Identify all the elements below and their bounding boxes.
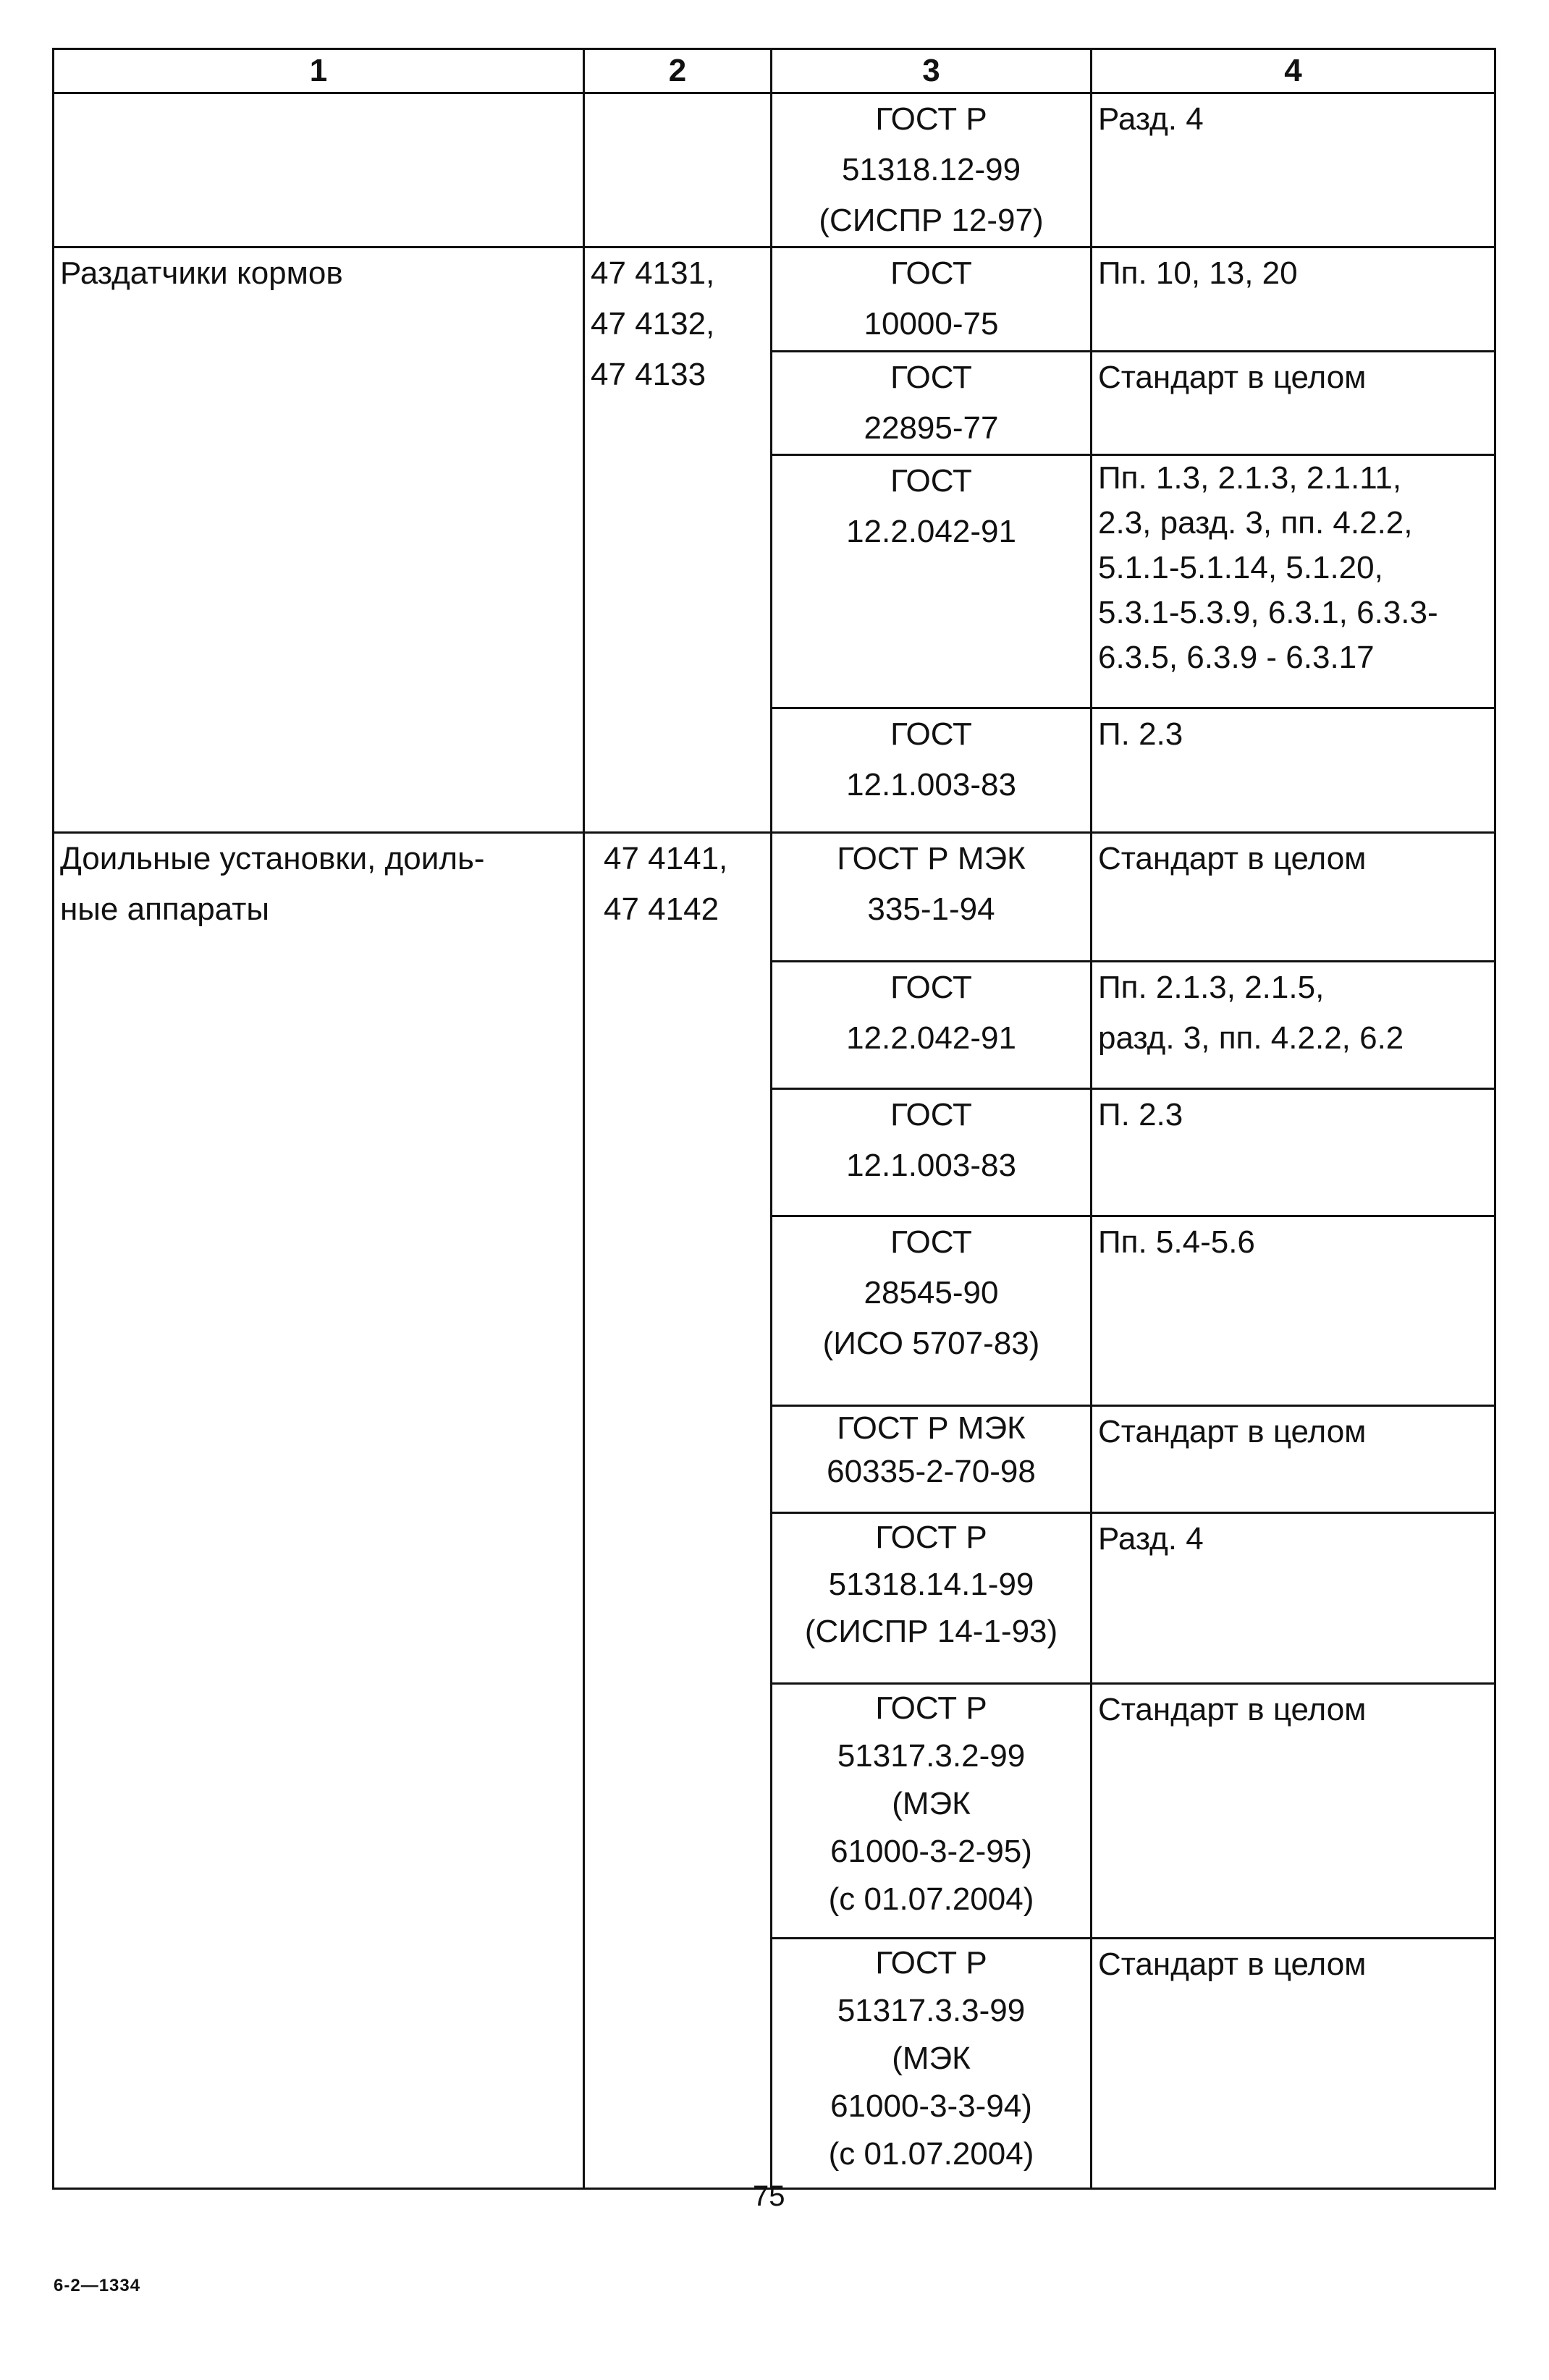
standard-line: ГОСТ <box>890 360 972 395</box>
standard-line: (ИСО 5707-83) <box>822 1326 1040 1361</box>
standard-line: ГОСТ <box>890 970 972 1005</box>
standard-line: 51317.3.2-99 <box>837 1738 1026 1774</box>
standard-line: 60335-2-70-98 <box>827 1454 1036 1489</box>
header-row <box>54 49 1495 93</box>
standard-line: 51318.12-99 <box>841 152 1021 187</box>
standard-cell <box>772 1406 1092 1513</box>
product-line: Раздатчики кормов <box>60 255 343 291</box>
product-cell <box>54 247 584 833</box>
standard-cell <box>772 352 1092 455</box>
product-cell <box>54 93 584 247</box>
code-cell <box>584 247 772 833</box>
standard-line: ГОСТ Р МЭК <box>837 1410 1026 1446</box>
reference-cell <box>1092 1684 1495 1939</box>
reference-line: Пп. 2.1.3, 2.1.5, <box>1098 970 1325 1005</box>
product-line: ные аппараты <box>60 892 269 927</box>
reference-cell <box>1092 962 1495 1089</box>
product-cell <box>54 833 584 2189</box>
standard-line: 12.1.003-83 <box>846 767 1016 802</box>
standard-line: 12.2.042-91 <box>846 1020 1016 1056</box>
reference-line: Стандарт в целом <box>1098 1692 1367 1727</box>
reference-cell <box>1092 1216 1495 1406</box>
standard-cell <box>772 1216 1092 1406</box>
code-line: 47 4131, <box>591 255 715 291</box>
reference-line: Разд. 4 <box>1098 101 1204 137</box>
reference-line: П. 2.3 <box>1098 716 1183 752</box>
standard-cell <box>772 1939 1092 2189</box>
reference-cell <box>1092 352 1495 455</box>
reference-cell <box>1092 247 1495 352</box>
reference-line: разд. 3, пп. 4.2.2, 6.2 <box>1098 1020 1404 1056</box>
code-line: 47 4132, <box>591 306 715 342</box>
reference-line: 5.3.1-5.3.9, 6.3.1, 6.3.3- <box>1098 595 1438 630</box>
header-col-3: 3 <box>772 49 1092 93</box>
standard-line: 10000-75 <box>864 306 999 342</box>
reference-cell <box>1092 455 1495 708</box>
reference-cell <box>1092 833 1495 962</box>
standard-line: 22895-77 <box>864 410 999 446</box>
continuation-row <box>54 93 1495 247</box>
standard-line: (МЭК <box>892 2041 971 2076</box>
reference-cell <box>1092 93 1495 247</box>
reference-line: 5.1.1-5.1.14, 5.1.20, <box>1098 550 1383 585</box>
standard-line: 51318.14.1-99 <box>828 1567 1034 1602</box>
code-cell <box>584 833 772 2189</box>
reference-line: Пп. 1.3, 2.1.3, 2.1.11, <box>1098 460 1402 496</box>
reference-line: Пп. 5.4-5.6 <box>1098 1224 1255 1260</box>
standard-cell <box>772 93 1092 247</box>
standard-line: ГОСТ <box>890 1224 972 1260</box>
standard-line: ГОСТ Р <box>875 1520 987 1555</box>
reference-line: Стандарт в целом <box>1098 1414 1367 1449</box>
standard-line: 335-1-94 <box>867 892 995 927</box>
code-line: 47 4141, <box>604 841 728 876</box>
reference-line: Стандарт в целом <box>1098 841 1367 876</box>
reference-line: 6.3.5, 6.3.9 - 6.3.17 <box>1098 640 1375 675</box>
standard-line: ГОСТ <box>890 1097 972 1132</box>
standard-cell <box>772 247 1092 352</box>
standard-line: ГОСТ Р <box>875 1690 987 1726</box>
reference-line: Пп. 10, 13, 20 <box>1098 255 1298 291</box>
reference-line: П. 2.3 <box>1098 1097 1183 1132</box>
standard-line: (СИСПР 14-1-93) <box>804 1614 1058 1649</box>
standards-table <box>52 48 1496 2190</box>
standard-line: (СИСПР 12-97) <box>819 203 1044 238</box>
print-code: 6-2—1334 <box>54 2276 141 2295</box>
header-col-2: 2 <box>584 49 772 93</box>
standard-cell <box>772 708 1092 833</box>
reference-line: Разд. 4 <box>1098 1521 1204 1557</box>
standard-cell <box>772 1513 1092 1684</box>
reference-cell <box>1092 1513 1495 1684</box>
standard-cell <box>772 833 1092 962</box>
standard-line: ГОСТ <box>890 463 972 499</box>
standard-line: ГОСТ Р <box>875 101 987 137</box>
header-col-1: 1 <box>54 49 584 93</box>
reference-line: Стандарт в целом <box>1098 1947 1367 1982</box>
table-row <box>54 247 1495 352</box>
standard-line: 61000-3-3-94) <box>830 2088 1032 2124</box>
header-col-4: 4 <box>1092 49 1495 93</box>
standard-line: 51317.3.3-99 <box>837 1993 1026 2028</box>
standard-line: (с 01.07.2004) <box>828 2136 1034 2172</box>
standard-line: 12.1.003-83 <box>846 1148 1016 1183</box>
standard-line: (с 01.07.2004) <box>828 1881 1034 1917</box>
standard-line: ГОСТ Р <box>875 1945 987 1981</box>
standard-line: ГОСТ <box>890 716 972 752</box>
standard-line: 12.2.042-91 <box>846 514 1016 549</box>
standard-cell <box>772 962 1092 1089</box>
reference-cell <box>1092 1939 1495 2189</box>
standard-line: (МЭК <box>892 1786 971 1821</box>
standard-cell <box>772 455 1092 708</box>
standard-cell <box>772 1684 1092 1939</box>
reference-cell <box>1092 1089 1495 1216</box>
code-line: 47 4133 <box>591 357 706 392</box>
code-line: 47 4142 <box>604 892 719 927</box>
reference-line: Стандарт в целом <box>1098 360 1367 395</box>
page-number: 75 <box>753 2180 785 2212</box>
table-row <box>54 833 1495 962</box>
standard-line: 61000-3-2-95) <box>830 1834 1032 1869</box>
product-line: Доильные установки, доиль- <box>60 841 485 876</box>
reference-cell <box>1092 1406 1495 1513</box>
reference-cell <box>1092 708 1495 833</box>
standard-cell <box>772 1089 1092 1216</box>
standard-line: 28545-90 <box>864 1275 999 1310</box>
reference-line: 2.3, разд. 3, пп. 4.2.2, <box>1098 505 1413 541</box>
standard-line: ГОСТ Р МЭК <box>837 841 1026 876</box>
standard-line: ГОСТ <box>890 255 972 291</box>
code-cell <box>584 93 772 247</box>
